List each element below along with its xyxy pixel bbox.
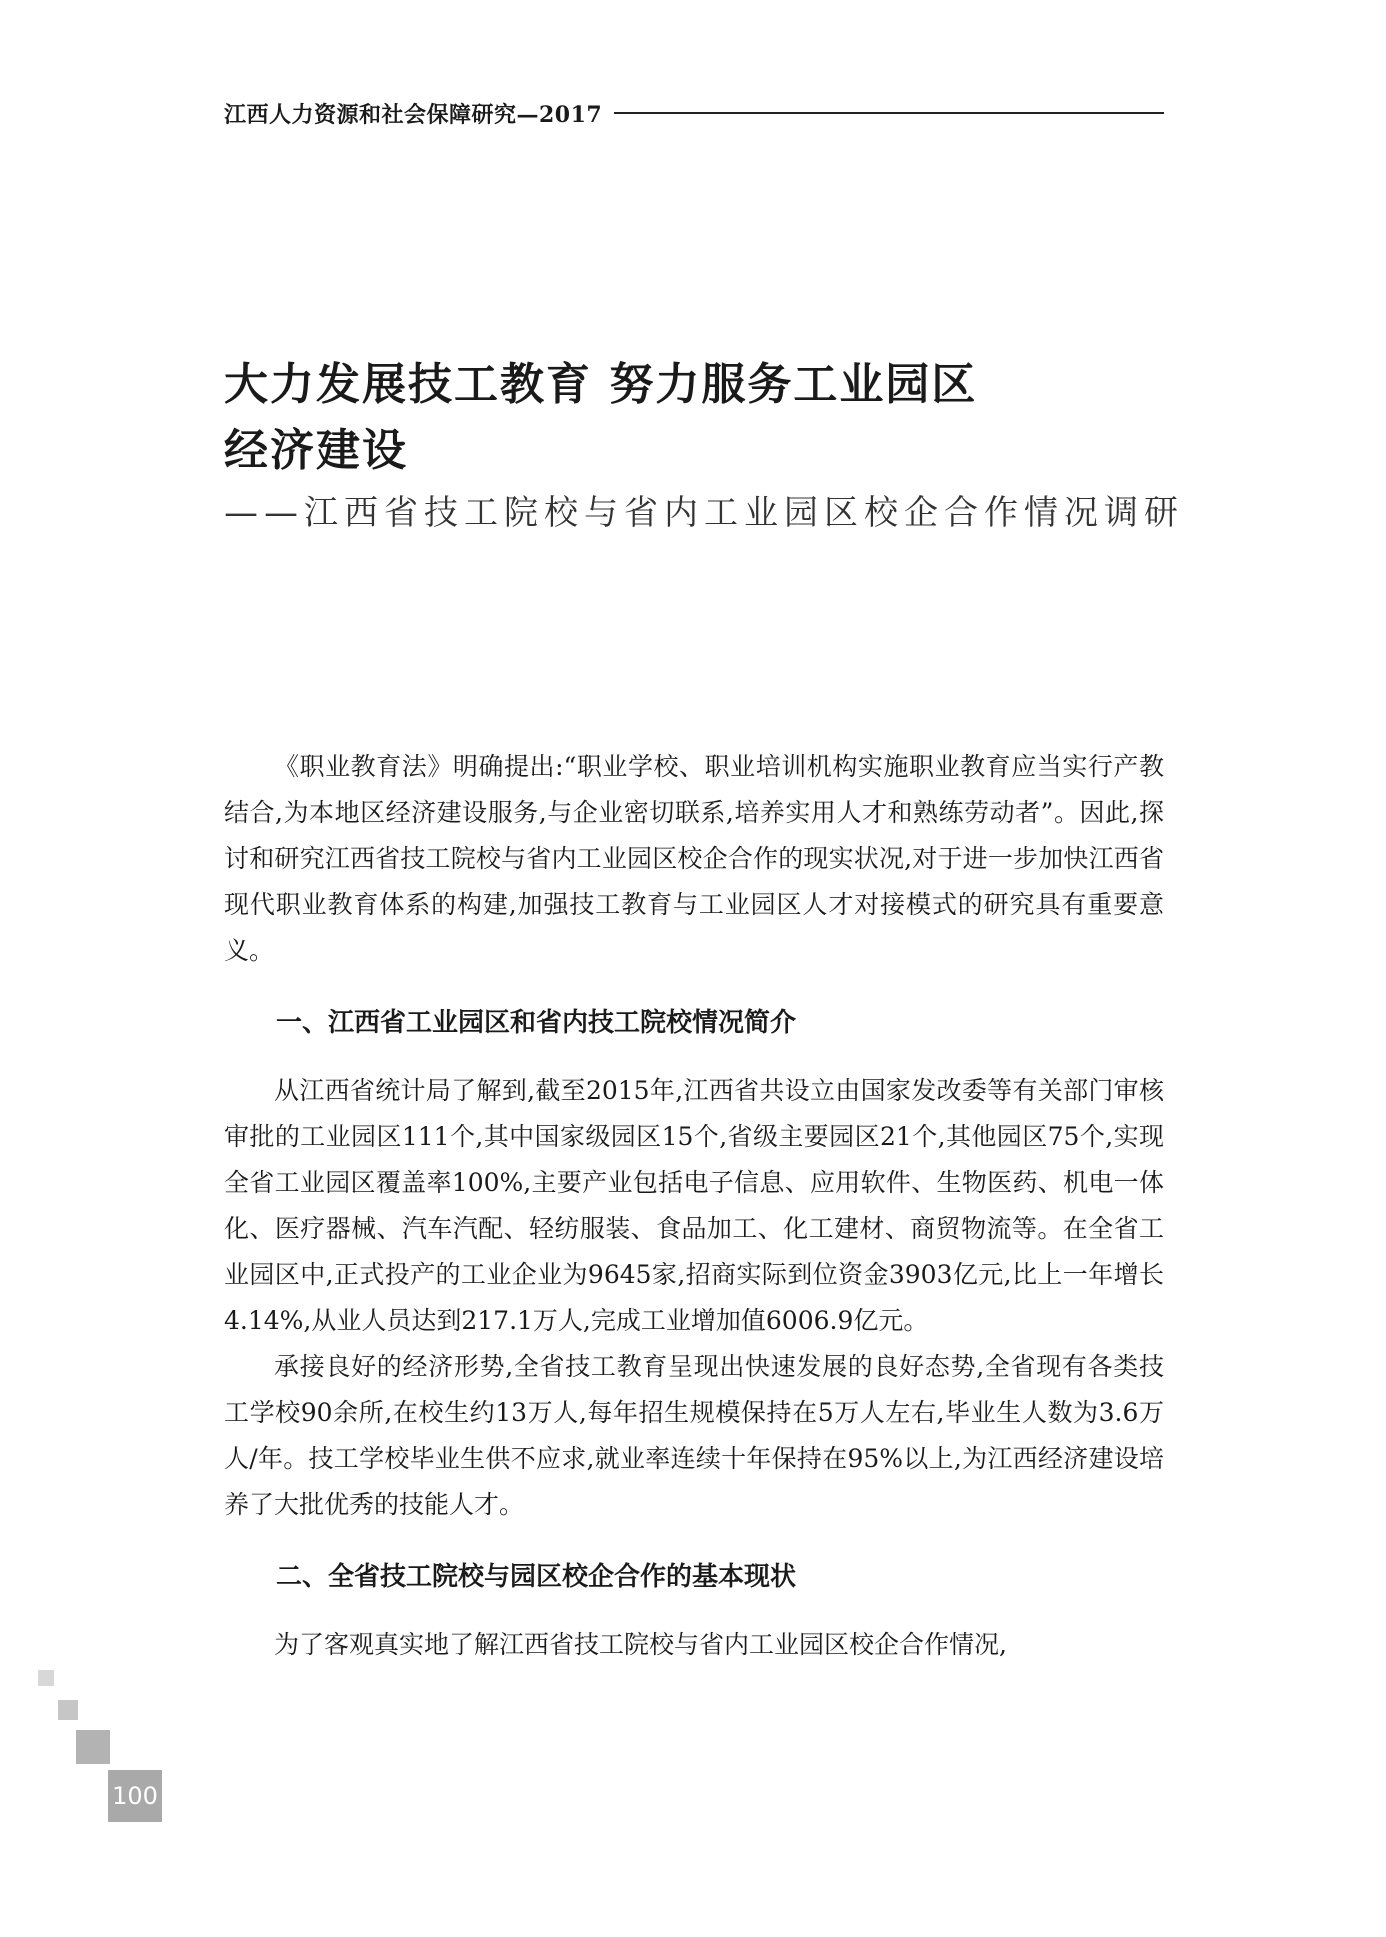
section-1-paragraph-1: 从江西省统计局了解到,截至2015年,江西省共设立由国家发改委等有关部门审核审批的工业园区111个,其中国家级园区15个,省级主要园区21个,其他园区75个,实现全省工业园区覆盖率100%,主要产业包括电子信息、应用软件、生物医药、机电一体化、医疗器械、汽车汽配、轻纺服装、食品加工、化工建材、商贸物流等。在全省工业园区中,正式投产的工业企业为9645家,招商实际到位资金3903亿元,比上一年增长4.14%,从业人员达到217.1万人,完成工业增加值6006.9亿元。 <box>224 1076 1164 1335</box>
intro-paragraph: 《职业教育法》明确提出:“职业学校、职业培训机构实施职业教育应当实行产教结合,为本地区经济建设服务,与企业密切联系,培养实用人才和熟练劳动者”。因此,探讨和研究江西省技工院校与省内工业园区校企合作的现实状况,对于进一步加快江西省现代职业教育体系的构建,加强技工教育与工业园区人才对接模式的研究具有重要意义。 <box>224 752 1164 965</box>
section-2-paragraph-1: 为了客观真实地了解江西省技工院校与省内工业园区校企合作情况, <box>274 1630 1007 1659</box>
decorative-square-medium <box>58 1700 78 1720</box>
page-number-box <box>108 1770 162 1822</box>
running-header-rule <box>614 112 1164 114</box>
article-subtitle: ——江西省技工院校与省内工业园区校企合作情况调研 <box>224 493 1184 533</box>
page-number: 100 <box>112 1782 158 1810</box>
section-1-heading: 一、江西省工业园区和省内技工院校情况简介 <box>276 1008 797 1038</box>
decorative-square-small <box>38 1670 54 1686</box>
article-body <box>224 744 1164 1668</box>
article-title-line-1: 大力发展技工教育 努力服务工业园区 <box>224 359 978 410</box>
running-header-title: 江西人力资源和社会保障研究—2017 <box>224 101 603 128</box>
article-title-line-2: 经济建设 <box>224 425 408 476</box>
section-1-paragraph-2: 承接良好的经济形势,全省技工教育呈现出快速发展的良好态势,全省现有各类技工学校90余所,在校生约13万人,每年招生规模保持在5万人左右,毕业生人数为3.6万人/年。技工学校毕业生供不应求,就业率连续十年保持在95%以上,为江西经济建设培养了大批优秀的技能人才。 <box>224 1352 1164 1519</box>
decorative-square-large <box>76 1730 110 1764</box>
running-header <box>224 96 1164 130</box>
section-2-heading: 二、全省技工院校与园区校企合作的基本现状 <box>276 1562 797 1592</box>
article-title-block <box>224 352 1184 538</box>
